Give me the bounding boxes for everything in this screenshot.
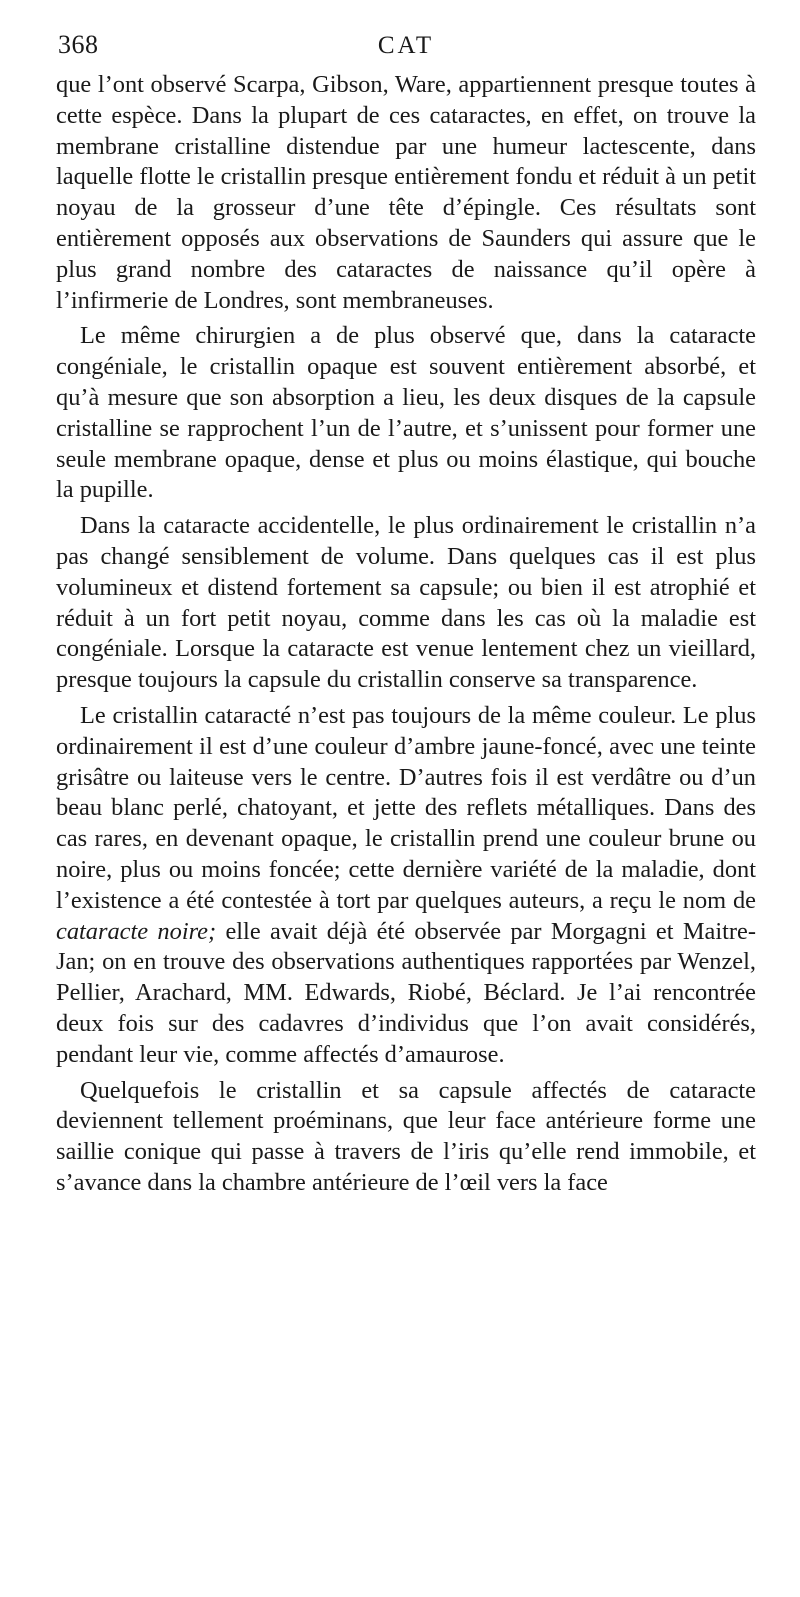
- paragraph-2-text: Le même chirurgien a de plus observé que, dans la cataracte congéniale, le cristallin opaque est souvent entièrement absorbé, et qu’à mesure que son absorption a lieu, les deux disques de la capsule cristalline se rapprochent l’un de l’autre, et s’unissent pour former une seule membrane opaque, dense et plus ou moins élastique, qui bouche la pupille.: [56, 322, 756, 504]
- paragraph-5-text: Quelquefois le cristallin et sa capsule affectés de cataracte deviennent tellement proéminans, que leur face antérieure forme une saillie conique qui passe à travers de l’iris qu’elle rend immobile, et s’avance dans la chambre antérieure de l’œil vers la face: [56, 1076, 756, 1196]
- running-head-title: CAT: [377, 32, 435, 59]
- paragraph-4: [56, 701, 756, 1071]
- book-page: [56, 30, 756, 1199]
- page-number: 368: [58, 30, 99, 59]
- body-text: [56, 70, 756, 1199]
- paragraph-4-emphasis: cataracte noire;: [56, 917, 217, 945]
- paragraph-1: [56, 70, 756, 316]
- paragraph-1-text: que l’ont observé Scarpa, Gibson, Ware, appartiennent presque toutes à cette espèce. Dans la plupart de ces cataractes, en effet, on trouve la membrane cristalline distendue par une humeur lactescente, dans laquelle flotte le cristallin presque entièrement fondu et réduit à un petit noyau de la grosseur d’une tête d’épingle. Ces résultats sont entièrement opposés aux observations de Saunders qui assure que le plus grand nombre des cataractes de naissance qu’il opère à l’infirmerie de Londres, sont membraneuses.: [56, 71, 756, 314]
- paragraph-5: [56, 1076, 756, 1199]
- paragraph-2: [56, 321, 756, 506]
- running-head: [56, 30, 756, 70]
- paragraph-4-text-end: elle avait déjà été observée par Morgagni et Maitre-Jan; on en trouve des observations authentiques rapportées par Wenzel, Pellier, Arachard, MM. Edwards, Riobé, Béclard. Je l’ai rencontrée deux fois sur des cadavres d’individus que l’on avait considérés, pendant leur vie, comme affectés d’amaurose.: [56, 917, 756, 1068]
- paragraph-4-text-start: Le cristallin cataracté n’est pas toujours de la même couleur. Le plus ordinairement il est d’une couleur d’ambre jaune-foncé, avec une teinte grisâtre ou laiteuse vers le centre. D’autres fois il est verdâtre ou d’un beau blanc perlé, chatoyant, et jette des reflets métalliques. Dans des cas rares, en devenant opaque, le cristallin prend une couleur brune ou noire, plus ou moins foncée; cette dernière variété de la maladie, dont l’existence a été contestée à tort par quelques auteurs, a reçu le nom de: [56, 701, 756, 914]
- paragraph-3: [56, 511, 756, 696]
- paragraph-3-text: Dans la cataracte accidentelle, le plus ordinairement le cristallin n’a pas changé sensiblement de volume. Dans quelques cas il est plus volumineux et distend fortement sa capsule; ou bien il est atrophié et réduit à un fort petit noyau, comme dans les cas où la maladie est congéniale. Lorsque la cataracte est venue lentement chez un vieillard, presque toujours la capsule du cristallin conserve sa transparence.: [56, 512, 756, 694]
